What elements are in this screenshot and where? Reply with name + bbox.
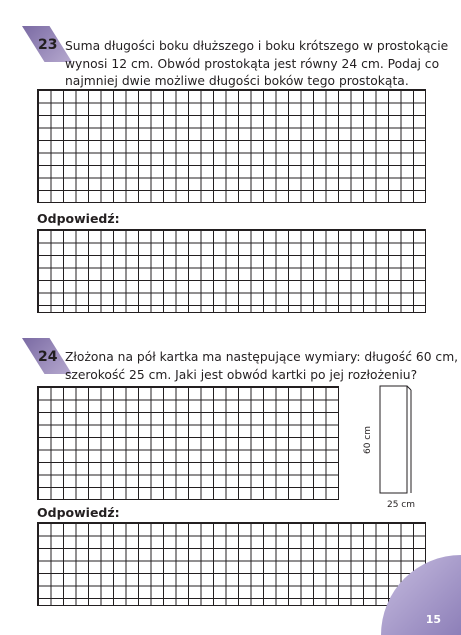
card-outline (380, 386, 407, 493)
exercise-23-question (65, 38, 448, 91)
width-label: 25 cm (386, 500, 416, 510)
question-line: szerokość 25 cm. Jaki jest obwód kartki po jej rozłożeniu? (65, 367, 418, 382)
exercise-24-work-grid[interactable] (37, 386, 339, 500)
exercise-24-number: 24 (38, 349, 58, 365)
question-line: najmniej dwie możliwe długości boków tego prostokąta. (65, 74, 409, 88)
card-fold-edge (407, 386, 411, 390)
exercise-23-work-grid[interactable] (37, 89, 426, 203)
folded-card-figure (356, 382, 426, 512)
page-number: 15 (425, 613, 441, 626)
exercise-24-question (65, 349, 458, 384)
exercise-24-answer-label: Odpowiedź: (37, 505, 120, 520)
question-line: Suma długości boku dłuższego i boku krótszego w prostokącie (65, 39, 449, 53)
question-line: Złożona na pół kartka ma następujące wymiary: długość 60 cm, (65, 350, 459, 364)
exercise-23-answer-grid[interactable] (37, 229, 426, 313)
exercise-24-answer-grid[interactable] (37, 522, 426, 606)
exercise-23-number: 23 (38, 37, 58, 53)
exercise-23-answer-label: Odpowiedź: (37, 211, 120, 226)
question-line: wynosi 12 cm. Obwód prostokąta jest równy 24 cm. Podaj co (65, 56, 440, 71)
height-label: 60 cm (363, 425, 373, 455)
